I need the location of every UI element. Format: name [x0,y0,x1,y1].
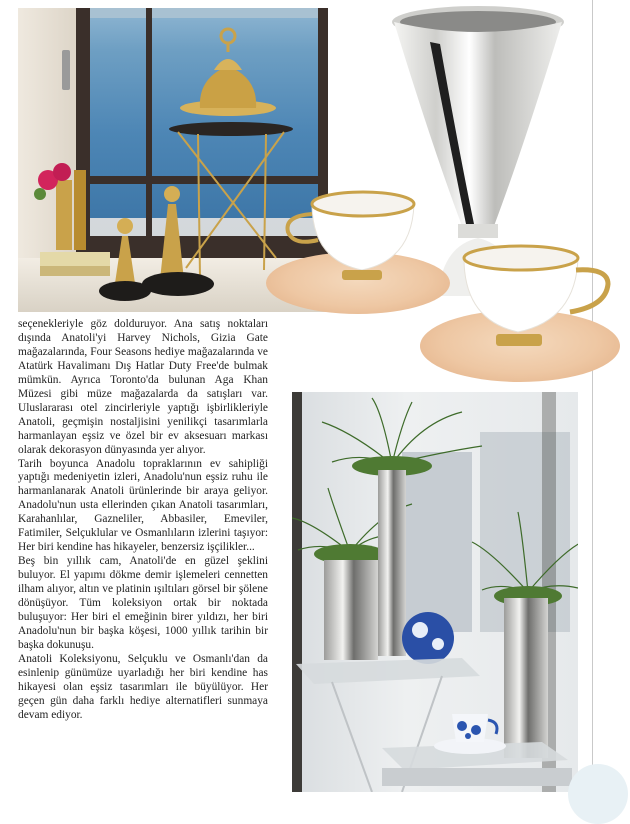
bottom-photo [292,392,578,792]
article-paragraph: Tarih boyunca Anadolu topraklarının ev sahipliği yaptığı medeniyetin izleri, Anadolu'nun eşsiz ruhu ile harmanlanarak Anatoli ürünlerinde bir araya geliyor. Anadolu'nun usta ellerinden çıkan Anatoli tasarımları, Karahanlılar, Gazneliler, Abbasiler, Emeviler, Fatimiler, Selçuklular ve Osmanlıların izlerini taşıyor: Her biri kendine has hikayeler, benzersiz işçilikler... [18,457,268,554]
article-paragraph: Beş bin yıllık cam, Anatoli'de en güzel şeklini buluyor. El yapımı dökme demir işlemeleri cennetten ilham alıyor, altın ve platinin ışıltıları görsel bir şölene dönüşüyor. Tüm koleksiyon ortak bir noktada buluşuyor: Her biri el emeğinin birer yıldızı, her biri Anadolu'nun bir başka köşesi, 1000 yıllık tarihin bir başka dokunuşu. [18,555,268,651]
corner-decoration [568,764,628,824]
gold-rim-cup-right [458,244,618,354]
article-body [18,318,268,723]
gold-rim-cup-left [276,190,426,286]
vases-and-tables-illustration [292,392,578,792]
article-paragraph: seçenekleriyle göz dolduruyor. Ana satış noktaları dışında Anatoli'yi Harvey Nichols, Gizia Gate mağazalarında, Four Seasons hediye mağazalarında ve Atatürk Havalimanı Dış Hatlar Duty Free'de bulmak mümkün. Ayrıca Toronto'da bulunan Aga Khan Müzesi gibi müze mağazalarda da satışları var. Uluslararası otel zincirleriyle yaptığı işbirlikleriyle Anatoli, geçmişin nostaljisini yenilikçi tasarımlarla harmanlayan eşsiz ve özel bir ev aksesuarı markası olarak dekorasyon dünyasında yer alıyor. [18,318,268,456]
page-edge-rule [592,0,593,800]
article-paragraph: Anatoli Koleksiyonu, Selçuklu ve Osmanlı'dan da esinlenip günümüze uyarladığı her biri kendine has hikayesi olan eşsiz tasarımları ile büyülüyor. Her geçen gün daha farklı hediye alternatifleri sunmaya devam ediyor. [18,652,268,721]
